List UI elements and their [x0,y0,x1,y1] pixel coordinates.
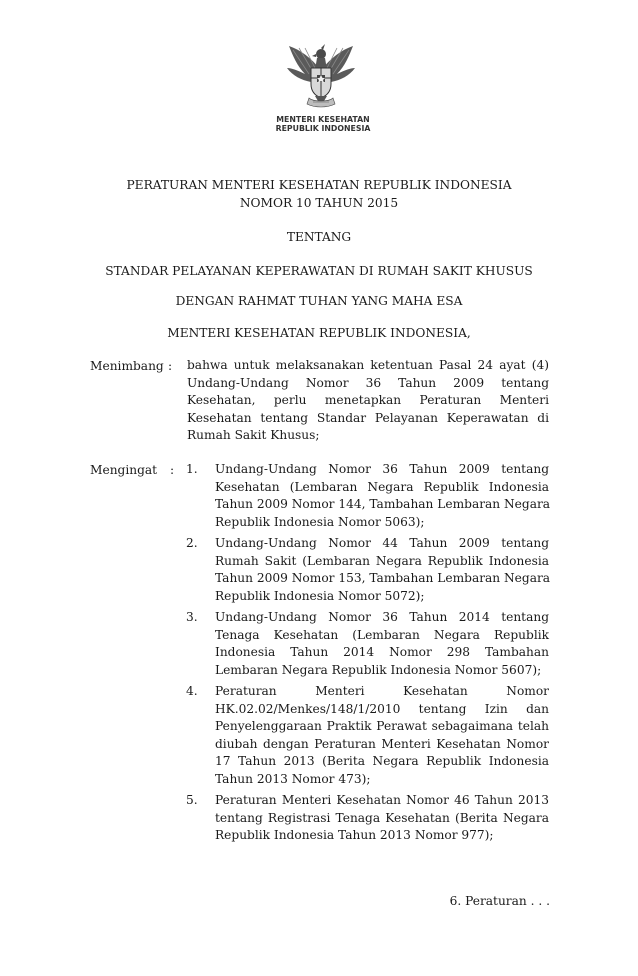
mengingat-item-line: Kesehatan (Lembaran Negara Republik Indonesia [215,479,549,494]
mengingat-item-line: Tahun 2013 Nomor 473); [215,771,371,786]
mengingat-label: Mengingat [90,463,158,477]
mengingat-item-line: Republik Indonesia Nomor 5072); [215,588,425,603]
mengingat-item-number: 1. [186,462,198,476]
menimbang-text [187,357,549,445]
mengingat-item-line: Undang-Undang Nomor 36 Tahun 2014 tentang [215,610,549,624]
page-continuation: 6. Peraturan . . . [449,894,550,908]
mengingat-item-number: 3. [186,610,198,624]
mengingat-item-line: Rumah Sakit (Lembaran Negara Republik Indonesia [215,553,549,568]
mengingat-item-line: Penyelenggaraan Praktik Perawat sebagaimana telah [215,719,549,734]
mengingat-item-line: Lembaran Negara Republik Indonesia Nomor 5607); [215,662,542,677]
regulation-title: PERATURAN MENTERI KESEHATAN REPUBLIK INDONESIA [126,178,512,192]
mengingat-item-3 [215,609,549,679]
ministry-caption [268,115,378,133]
mengingat-item-number: 4. [186,684,198,698]
mengingat-item-line: Undang-Undang Nomor 36 Tahun 2009 tentang [215,462,549,476]
menimbang-label: Menimbang [90,359,164,373]
mengingat-item-line: Tenaga Kesehatan (Lembaran Negara Republik [215,627,549,642]
mengingat-item-line: HK.02.02/Menkes/148/1/2010 tentang Izin dan [215,701,549,716]
mengingat-item-line: Republik Indonesia Nomor 5063); [215,514,425,529]
menimbang-line: bahwa untuk melaksanakan ketentuan Pasal 24 ayat (4) [187,358,549,372]
menimbang-line: Undang-Undang Nomor 36 Tahun 2009 tentang [187,375,549,390]
mengingat-item-line: Undang-Undang Nomor 44 Tahun 2009 tentang [215,536,549,550]
ministry-caption-line-1: MENTERI KESEHATAN [276,115,370,124]
mengingat-item-line: Peraturan Menteri Kesehatan Nomor [215,684,549,698]
ministry-caption-line-2: REPUBLIK INDONESIA [275,124,371,133]
mengingat-item-5 [215,792,549,845]
mengingat-item-line: Tahun 2009 Nomor 144, Tambahan Lembaran Negara [215,497,551,512]
mengingat-item-4 [215,683,549,789]
mengingat-item-1 [215,461,549,531]
mengingat-item-line: 17 Tahun 2013 (Berita Negara Republik Indonesia [215,754,549,769]
menimbang-line: Rumah Sakit Khusus; [187,428,320,443]
mengingat-item-number: 5. [186,793,198,807]
regulation-number: NOMOR 10 TAHUN 2015 [239,196,399,210]
minister-line: MENTERI KESEHATAN REPUBLIK INDONESIA, [167,326,471,340]
mengingat-item-line: Republik Indonesia Tahun 2013 Nomor 977); [215,828,494,843]
menimbang-colon: : [168,359,173,373]
tentang-heading: TENTANG [286,230,352,244]
menimbang-line: Kesehatan, perlu menetapkan Peraturan Menteri [187,393,549,408]
mengingat-colon: : [170,463,175,477]
mengingat-item-2 [215,535,549,605]
menimbang-line: Kesehatan tentang Standar Pelayanan Keperawatan di [187,410,549,425]
garuda-pancasila-emblem-icon [283,40,359,112]
mengingat-item-line: tentang Registrasi Tenaga Kesehatan (Berita Negara [215,810,549,825]
regulation-subject: STANDAR PELAYANAN KEPERAWATAN DI RUMAH SAKIT KHUSUS [105,264,533,278]
mengingat-item-line: Peraturan Menteri Kesehatan Nomor 46 Tahun 2013 [215,793,549,807]
mengingat-item-line: diubah dengan Peraturan Menteri Kesehatan Nomor [215,736,549,751]
mengingat-item-line: Tahun 2009 Nomor 153, Tambahan Lembaran Negara [215,571,551,586]
mengingat-item-number: 2. [186,536,198,550]
rahmat-line: DENGAN RAHMAT TUHAN YANG MAHA ESA [175,294,463,308]
mengingat-item-line: Indonesia Tahun 2014 Nomor 298 Tambahan [215,645,549,660]
